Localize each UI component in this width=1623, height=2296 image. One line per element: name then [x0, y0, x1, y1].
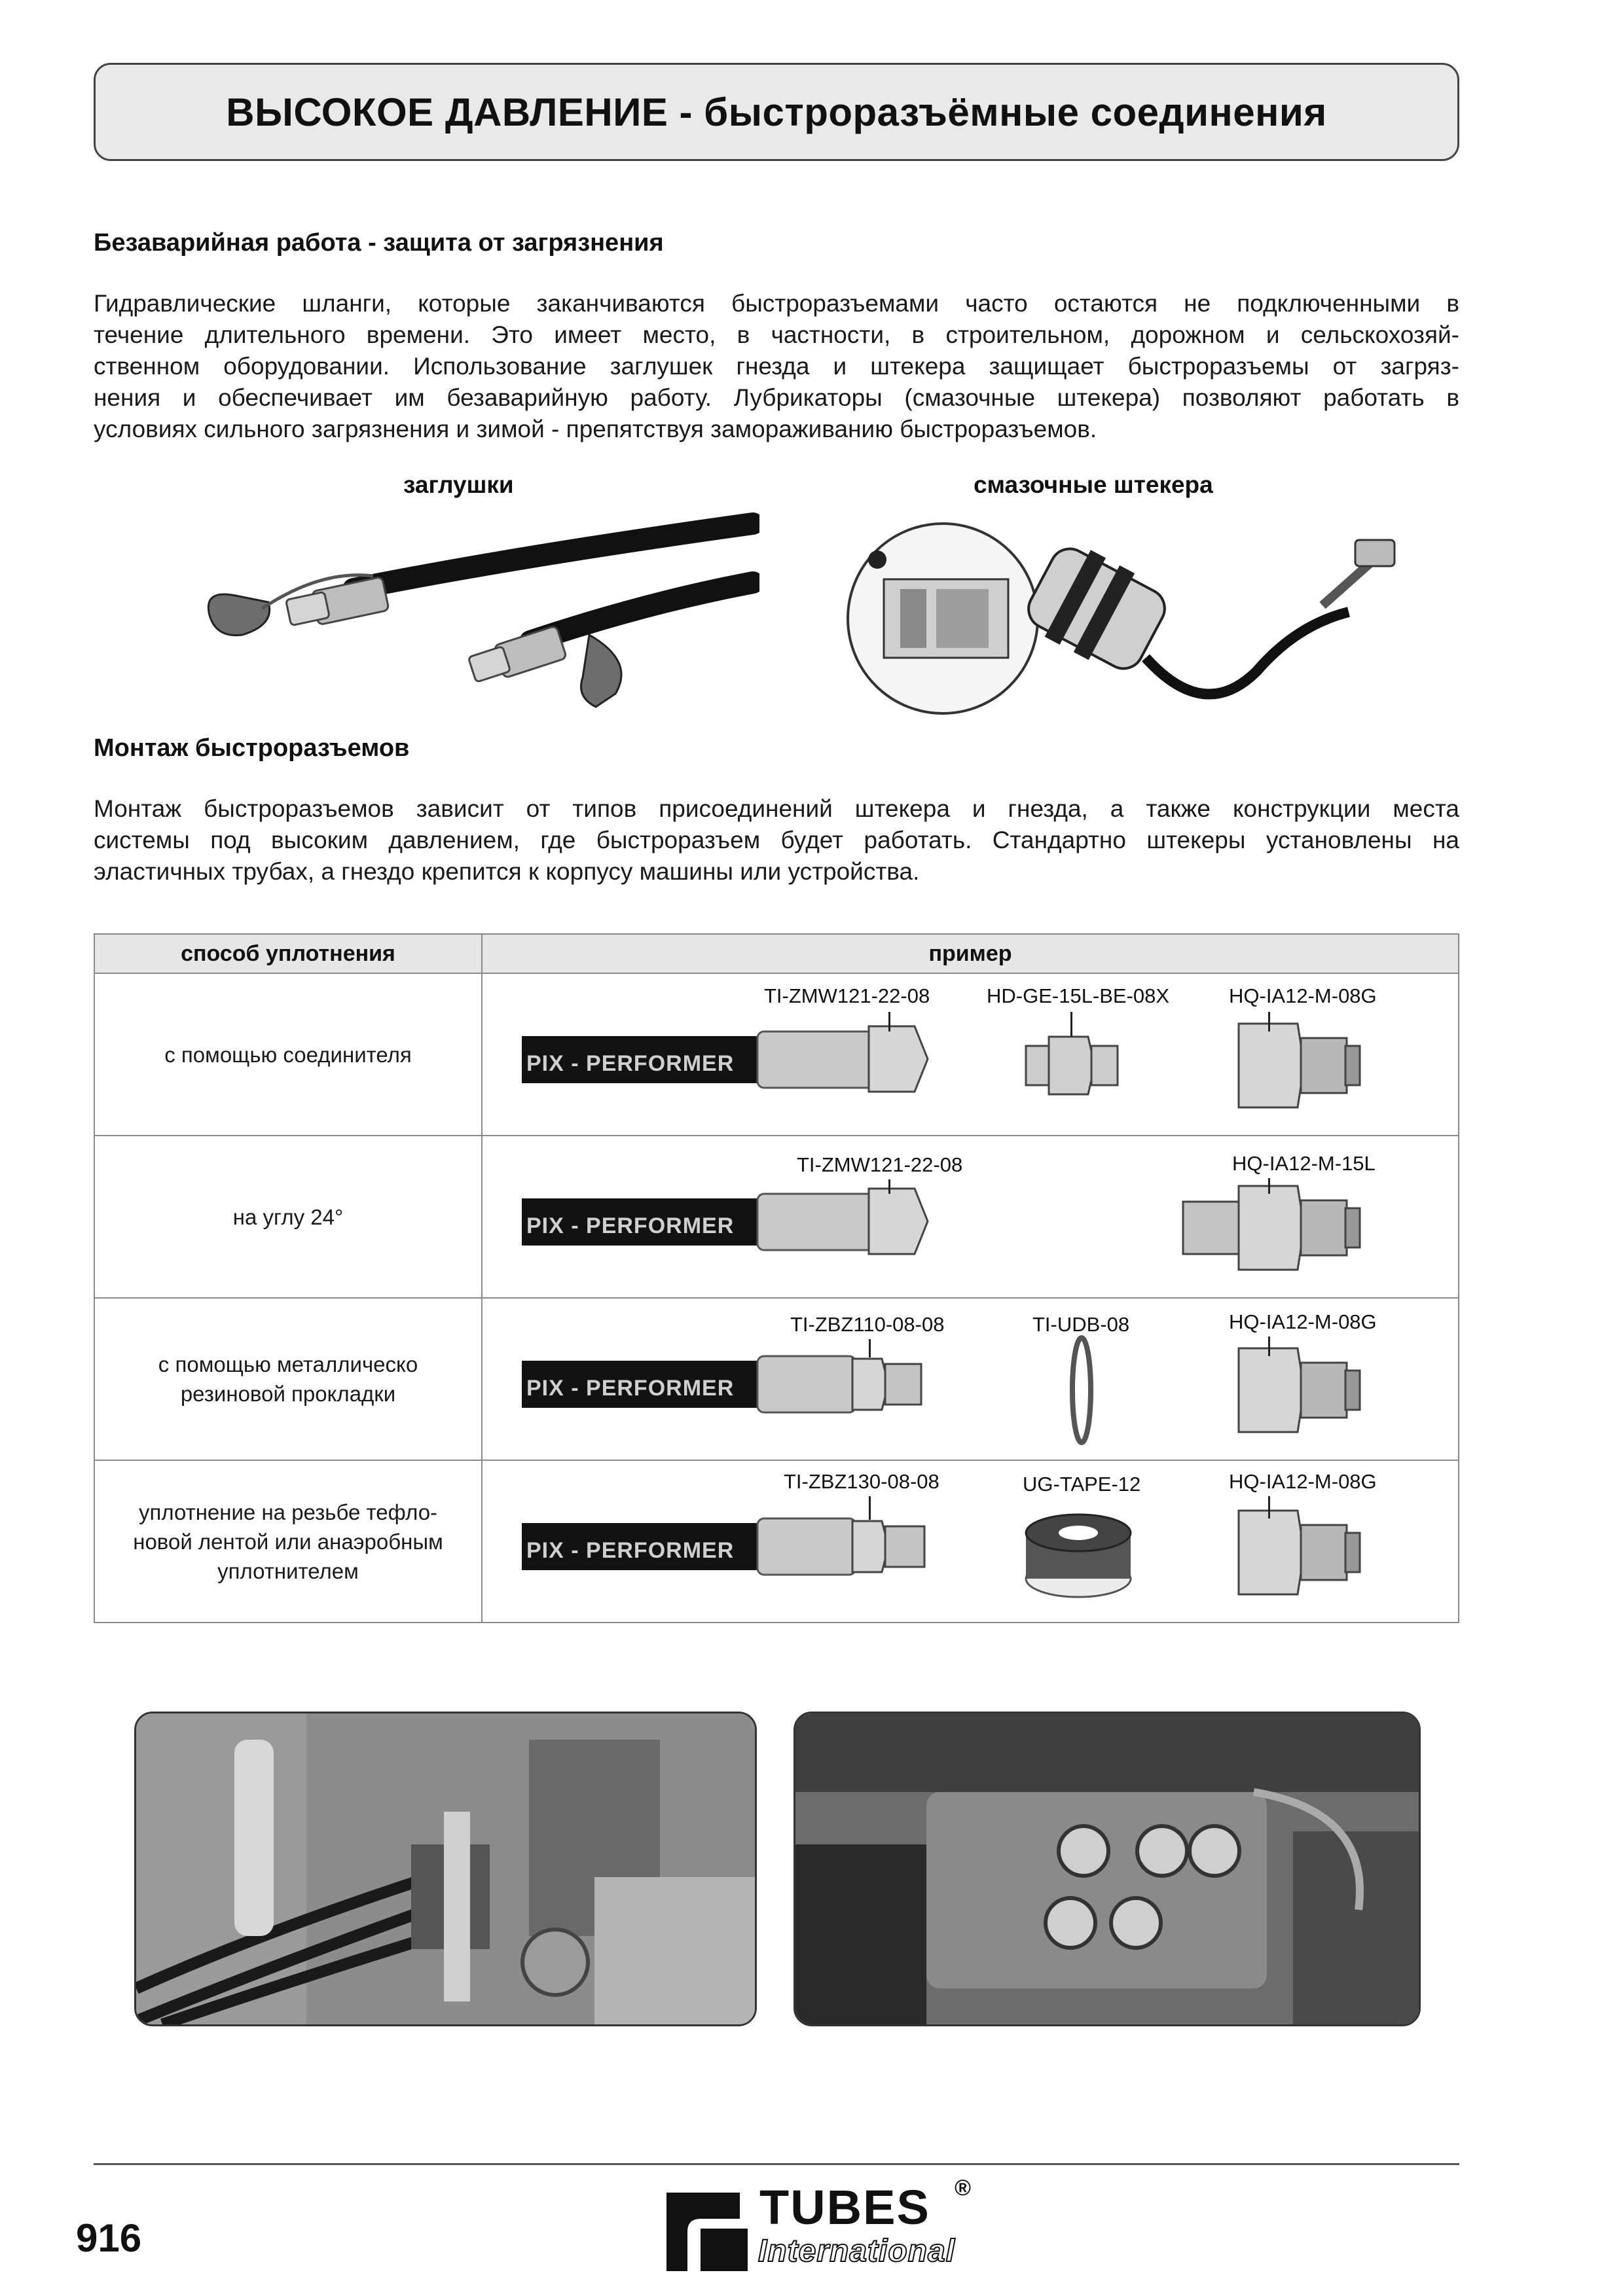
leader-line — [1268, 1336, 1270, 1356]
leader-line — [869, 1496, 871, 1520]
hose-print: PIX - PERFORMER — [526, 1376, 735, 1401]
hose-print: PIX - PERFORMER — [526, 1538, 735, 1563]
hose-print: PIX - PERFORMER — [526, 1213, 735, 1238]
section1-line: нения и обеспечивает им безаварийную работу. Лубрикаторы (смазочные штекера) позволяют работать в — [94, 384, 1459, 411]
plugs-illustration — [190, 511, 759, 720]
example-cell — [482, 1460, 1459, 1623]
registered-mark: ® — [955, 2176, 972, 2200]
leader-line — [888, 1012, 890, 1031]
page-title: ВЫСОКОЕ ДАВЛЕНИЕ - быстроразъёмные соединения — [226, 90, 1327, 134]
photo-left-image — [136, 1713, 755, 2024]
leader-line — [1268, 1178, 1270, 1194]
lubricator-illustration — [838, 514, 1414, 723]
method-text: на углу 24° — [232, 1204, 344, 1229]
part-code: HQ-IA12-M-08G — [1229, 1470, 1377, 1493]
section1-paragraph — [94, 288, 1459, 445]
leader-line — [1268, 1496, 1270, 1518]
title-banner — [94, 63, 1459, 161]
photo-tractor-hydraulics-left — [134, 1712, 757, 2026]
footer-divider — [94, 2163, 1459, 2165]
section1-line: ственном оборудовании. Использование заглушек гнезда и штекера защищает быстроразъемы от загряз- — [94, 353, 1459, 380]
page-number: 916 — [76, 2216, 142, 2260]
part-code: TI-ZMW121-22-08 — [764, 984, 930, 1007]
leader-line — [1268, 1012, 1270, 1031]
method-text: резиновой прокладки — [180, 1382, 396, 1406]
table-row — [94, 1298, 1459, 1460]
photo-right-image — [795, 1713, 1419, 2024]
part-code: TI-ZBZ110-08-08 — [790, 1313, 945, 1336]
logo-text-tubes: TUBES — [759, 2180, 930, 2234]
section2-line: системы под высоким давлением, где быстроразъем будет работать. Стандартно штекеры установлены на — [94, 827, 1459, 853]
section1-line: Гидравлические шланги, которые заканчиваются быстроразъемами часто остаются не подключенными в — [94, 290, 1459, 317]
method-text: с помощью металлическо — [158, 1352, 418, 1376]
table-row — [94, 1460, 1459, 1623]
caption-lubricators: смазочные штекера — [974, 471, 1213, 498]
mounting-table — [94, 933, 1459, 1623]
example-cell — [482, 1298, 1459, 1460]
method-cell — [94, 1460, 482, 1623]
example-cell — [482, 973, 1459, 1136]
leader-line — [869, 1339, 871, 1357]
hose-print: PIX - PERFORMER — [526, 1051, 735, 1076]
part-code: TI-ZBZ130-08-08 — [784, 1470, 939, 1493]
part-code: HQ-IA12-M-08G — [1229, 984, 1377, 1007]
table-header-row — [94, 934, 1459, 973]
method-text: с помощью соединителя — [164, 1042, 412, 1067]
method-text: уплотнение на резьбе тефло- — [138, 1499, 438, 1524]
tubes-logo — [661, 2176, 982, 2278]
method-text: уплотнителем — [217, 1558, 359, 1583]
part-code: HQ-IA12-M-08G — [1229, 1310, 1377, 1333]
section1-line: условиях сильного загрязнения и зимой - препятствуя замораживанию быстроразъемов. — [94, 416, 1097, 442]
part-code: HQ-IA12-M-15L — [1232, 1152, 1376, 1175]
part-code: TI-UDB-08 — [1032, 1313, 1130, 1336]
logo-mark-icon — [661, 2179, 753, 2278]
leader-line — [888, 1179, 890, 1194]
section1-line: течение длительного времени. Это имеет место, в частности, в строительном, дорожном и сельскохозяй- — [94, 321, 1459, 348]
part-code: TI-ZMW121-22-08 — [797, 1153, 963, 1176]
section2-paragraph — [94, 793, 1459, 888]
part-code: UG-TAPE-12 — [1023, 1473, 1141, 1496]
method-text: новой лентой или анаэробным — [133, 1529, 443, 1554]
logo-text-international: International — [758, 2234, 956, 2269]
header-method: способ уплотнения — [94, 934, 482, 973]
method-cell — [94, 1136, 482, 1298]
photo-tractor-hydraulics-right — [793, 1712, 1421, 2026]
leader-line — [1070, 1012, 1072, 1037]
method-cell — [94, 973, 482, 1136]
section2-line: Монтаж быстроразъемов зависит от типов присоединений штекера и гнезда, а также конструкции места — [94, 795, 1459, 822]
table-row — [94, 973, 1459, 1136]
part-code: HD-GE-15L-BE-08X — [987, 984, 1170, 1007]
section1-heading: Безаварийная работа - защита от загрязнения — [94, 229, 664, 257]
caption-plugs: заглушки — [403, 471, 514, 498]
section2-heading: Монтаж быстроразъемов — [94, 734, 410, 762]
method-cell — [94, 1298, 482, 1460]
table-row — [94, 1136, 1459, 1298]
example-cell — [482, 1136, 1459, 1298]
section2-line: эластичных трубах, а гнездо крепится к корпусу машины или устройства. — [94, 858, 920, 885]
header-example: пример — [482, 934, 1459, 973]
